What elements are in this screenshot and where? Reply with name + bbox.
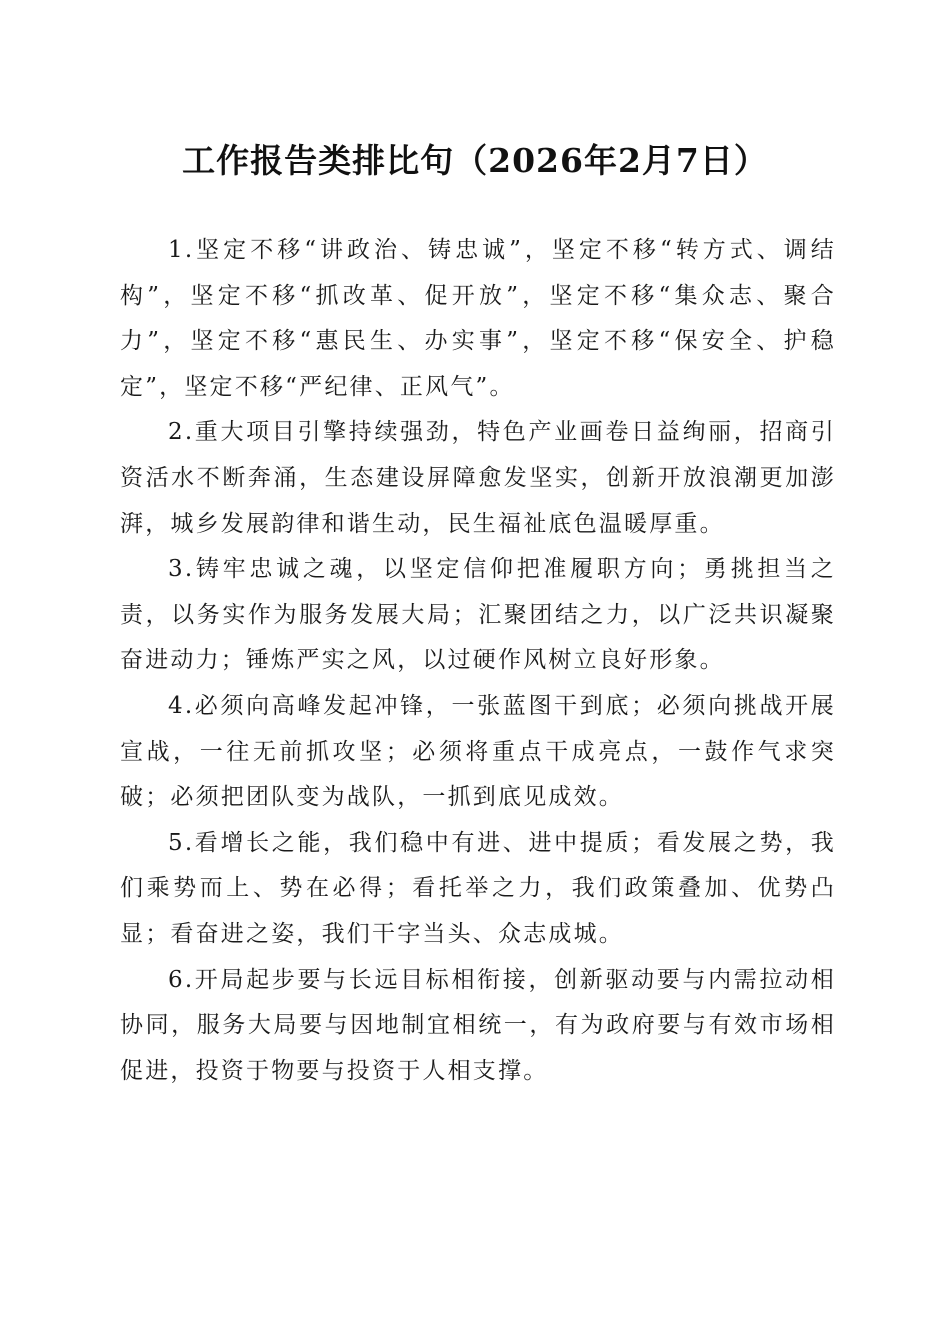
document-title: 工作报告类排比句（2026年2月7日）	[182, 141, 768, 180]
paragraph-5: 5.看增长之能，我们稳中有进、进中提质；看发展之势，我们乘势而上、势在必得；看托举之力，我们政策叠加、优势凸显；看奋进之姿，我们干字当头、众志成城。	[120, 829, 836, 947]
paragraph-6: 6.开局起步要与长远目标相衔接，创新驱动要与内需拉动相协同，服务大局要与因地制宜相统一，有为政府要与有效市场相促进，投资于物要与投资于人相支撑。	[120, 966, 836, 1084]
paragraph-3: 3.铸牢忠诚之魂，以坚定信仰把准履职方向；勇挑担当之责，以务实作为服务发展大局；汇聚团结之力，以广泛共识凝聚奋进动力；锤炼严实之风，以过硬作风树立良好形象。	[120, 556, 836, 674]
document-body	[120, 228, 836, 1094]
paragraph-2: 2.重大项目引擎持续强劲，特色产业画卷日益绚丽，招商引资活水不断奔涌，生态建设屏障愈发坚实，创新开放浪潮更加澎湃，城乡发展韵律和谐生动，民生福祉底色温暖厚重。	[120, 419, 836, 537]
paragraph-1: 1.坚定不移“讲政治、铸忠诚”，坚定不移“转方式、调结构”，坚定不移“抓改革、促开放”，坚定不移“集众志、聚合力”，坚定不移“惠民生、办实事”，坚定不移“保安全、护稳定”，坚定不移“严纪律、正风气”。	[120, 237, 836, 400]
paragraph-4: 4.必须向高峰发起冲锋，一张蓝图干到底；必须向挑战开展宣战，一往无前抓攻坚；必须将重点干成亮点，一鼓作气求突破；必须把团队变为战队，一抓到底见成效。	[120, 692, 836, 811]
